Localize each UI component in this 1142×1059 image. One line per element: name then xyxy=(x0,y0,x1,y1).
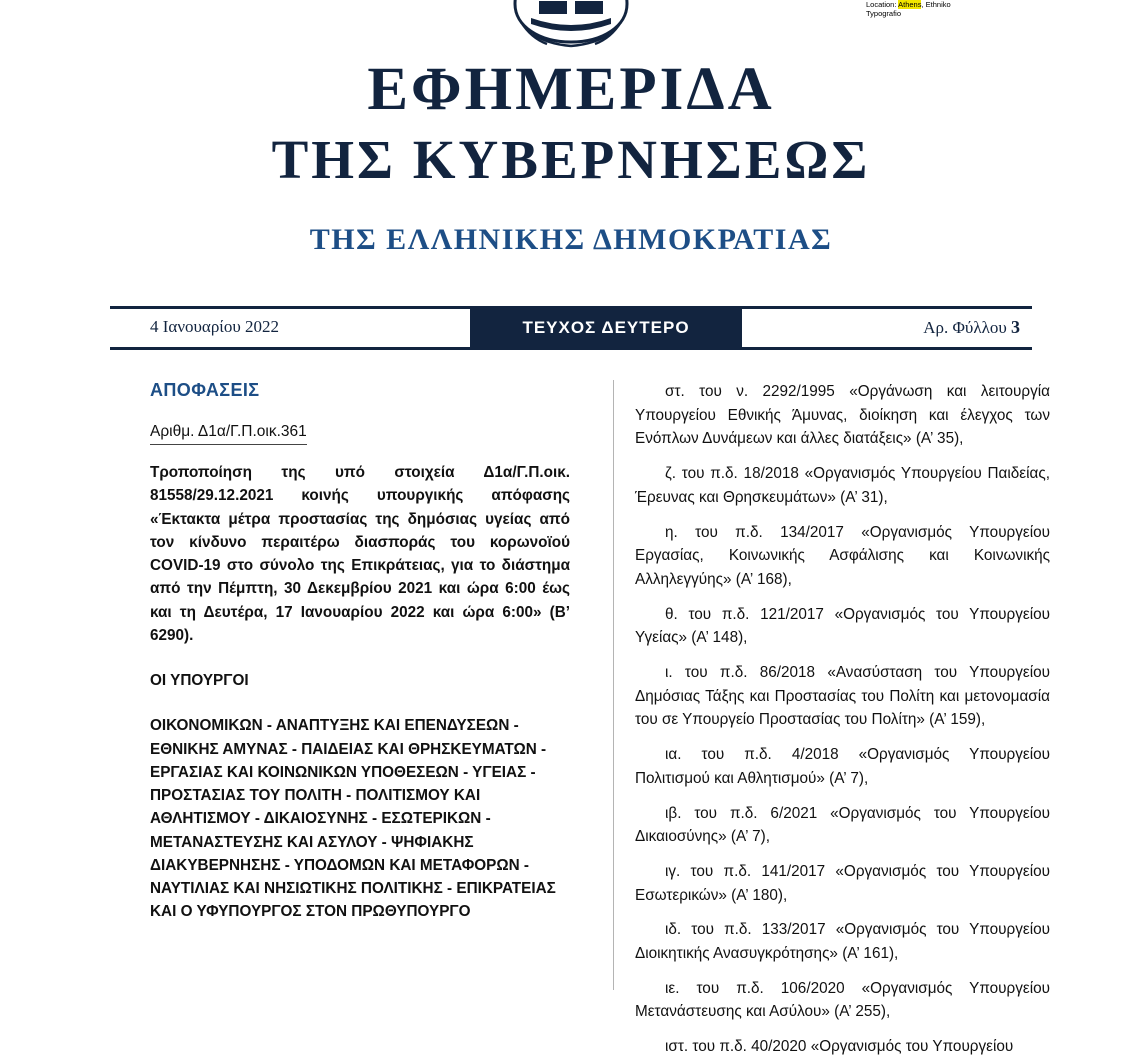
sheet-number-label: Αρ. Φύλλου xyxy=(923,318,1007,337)
legal-reference-item: ζ. του π.δ. 18/2018 «Οργανισμός Υπουργείου Παιδείας, Έρευνας και Θρησκευμάτων» (Α’ 31), xyxy=(635,465,1050,506)
legal-reference-item: ι. του π.δ. 86/2018 «Ανασύσταση του Υπουργείου Δημόσιας Τάξης και Προστασίας του Πολίτη και μετονομασία του σε Υπουργείο Προστασίας του Πολίτη» (Α’ 159), xyxy=(635,664,1050,729)
section-title-decisions: ΑΠΟΦΑΣΕΙΣ xyxy=(150,380,260,400)
issue-date: 4 Ιανουαρίου 2022 xyxy=(150,317,280,336)
masthead xyxy=(0,58,1142,257)
legal-reference-item: ιε. του π.δ. 106/2020 «Οργανισμός Υπουργείου Μετανάστευσης και Ασύλου» (Α’ 255), xyxy=(635,979,1050,1021)
legal-reference-item: στ. του ν. 2292/1995 «Οργάνωση και λειτουργία Υπουργείου Εθνικής Άμυνας, διοίκηση και έλεγχος των Ενόπλων Δυνάμεων και άλλες διατάξεις» (Α’ 35), xyxy=(635,383,1050,448)
legal-reference-item: ιδ. του π.δ. 133/2017 «Οργανισμός του Υπουργείου Διοικητικής Ανασυγκρότησης» (Α’ 161), xyxy=(635,921,1050,963)
left-column xyxy=(150,380,570,924)
legal-reference-item: ιγ. του π.δ. 141/2017 «Οργανισμός του Υπουργείου Εσωτερικών» (Α’ 180), xyxy=(635,862,1050,904)
sheet-number-group xyxy=(923,317,1020,338)
masthead-title-line2: ΤΗΣ ΚΥΒΕΡΝΗΣΕΩΣ xyxy=(271,129,871,191)
body-columns xyxy=(110,380,1050,1056)
legal-reference-item: ιβ. του π.δ. 6/2021 «Οργανισμός του Υπουργείου Δικαιοσύνης» (Α’ 7), xyxy=(635,804,1050,846)
location-suffix: , Ethniko xyxy=(921,0,951,9)
location-highlight: Athens xyxy=(898,0,922,9)
legal-reference-item: η. του π.δ. 134/2017 «Οργανισμός Υπουργείου Εργασίας, Κοινωνικής Ασφάλισης και Κοινωνικής Αλληλεγγύης» (Α’ 168), xyxy=(635,523,1050,588)
masthead-subtitle: ΤΗΣ ΕΛΛΗΝΙΚΗΣ ΔΗΜΟΚΡΑΤΙΑΣ xyxy=(309,223,833,257)
column-divider xyxy=(613,380,614,990)
decision-summary: Τροποποίηση της υπό στοιχεία Δ1α/Γ.Π.οικ. 81558/29.12.2021 κοινής υπουργικής απόφασης «Έκτακτα μέτρα προστασίας της δημόσιας υγείας από τον κίνδυνο περαιτέρω διασποράς του κορωνοϊού COVID-19 στο σύνολο της Επικράτειας, για το διάστημα από την Πέμπτη, 30 Δεκεμβρίου 2021 και ώρα 6:00 έως και τη Δευτέρα, 17 Ιανουαρίου 2022 και ώρα 6:00» (Β’ 6290). xyxy=(150,464,570,644)
issue-bar xyxy=(110,306,1032,350)
issue-bar-bottom-rule xyxy=(110,347,1032,350)
legal-reference-item: ιστ. του π.δ. 40/2020 «Οργανισμός του Υπουργείου xyxy=(665,1038,1014,1056)
legal-reference-item: θ. του π.δ. 121/2017 «Οργανισμός του Υπουργείου Υγείας» (Α’ 148), xyxy=(635,605,1050,647)
right-column xyxy=(635,380,1050,1059)
ministers-heading: ΟΙ ΥΠΟΥΡΓΟΙ xyxy=(150,672,249,689)
ministers-list: ΟΙΚΟΝΟΜΙΚΩΝ - ΑΝΑΠΤΥΞΗΣ ΚΑΙ ΕΠΕΝΔΥΣΕΩΝ - ΕΘΝΙΚΗΣ ΑΜΥΝΑΣ - ΠΑΙΔΕΙΑΣ ΚΑΙ ΘΡΗΣΚΕΥΜΑΤΩΝ - ΕΡΓΑΣΙΑΣ ΚΑΙ ΚΟΙΝΩΝΙΚΩΝ ΥΠΟΘΕΣΕΩΝ - ΥΓΕΙΑΣ - ΠΡΟΣΤΑΣΙΑΣ ΤΟΥ ΠΟΛΙΤΗ - ΠΟΛΙΤΙΣΜΟΥ ΚΑΙ ΑΘΛΗΤΙΣΜΟΥ - ΔΙΚΑΙΟΣΥΝΗΣ - ΕΣΩΤΕΡΙΚΩΝ - ΜΕΤΑΝΑΣΤΕΥΣΗΣ ΚΑΙ ΑΣΥΛΟΥ - ΨΗΦΙΑΚΗΣ ΔΙΑΚΥΒΕΡΝΗΣΗΣ - ΥΠΟΔΟΜΩΝ ΚΑΙ ΜΕΤΑΦΟΡΩΝ - ΝΑΥΤΙΛΙΑΣ ΚΑΙ ΝΗΣΙΩΤΙΚΗΣ ΠΟΛΙΤΙΚΗΣ - ΕΠΙΚΡΑΤΕΙΑΣ ΚΑΙ Ο ΥΦΥΠΟΥΡΓΟΣ ΣΤΟΝ ΠΡΩΘΥΠΟΥΡΓΟ xyxy=(150,717,556,921)
location-prefix: Location: xyxy=(866,0,899,9)
legal-reference-item: ια. του π.δ. 4/2018 «Οργανισμός Υπουργείου Πολιτισμού και Αθλητισμού» (Α’ 7), xyxy=(635,746,1050,787)
decision-number: Αριθμ. Δ1α/Γ.Π.οικ.361 xyxy=(150,423,307,445)
masthead-title-line1: ΕΦΗΜΕΡΙΔΑ xyxy=(367,56,775,123)
sheet-number-value: 3 xyxy=(1011,317,1020,337)
location-line2: Typografio xyxy=(866,9,902,19)
issue-type-badge: ΤΕΥΧΟΣ ΔΕΥΤΕΡΟ xyxy=(470,309,742,347)
location-annotation xyxy=(866,0,962,19)
hellenic-republic-emblem xyxy=(0,0,1142,63)
